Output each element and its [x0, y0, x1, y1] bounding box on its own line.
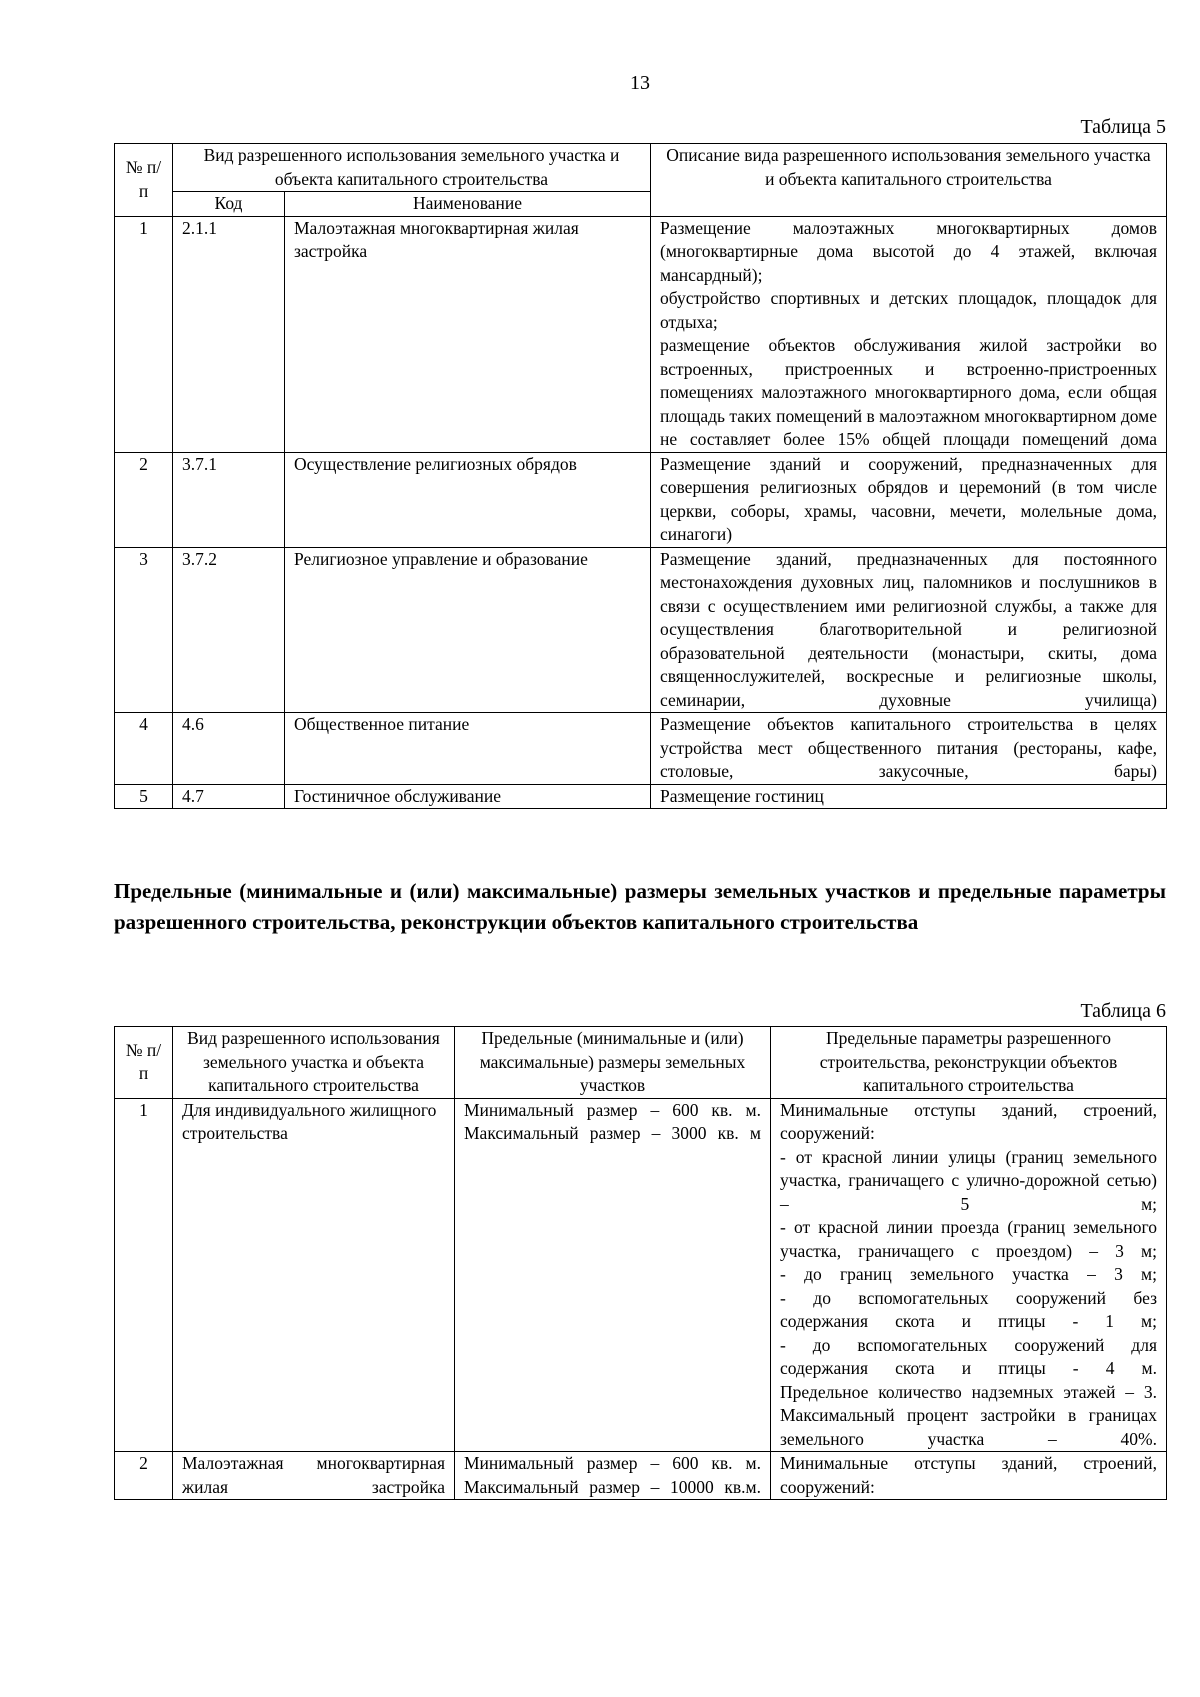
size-line: Минимальный размер – 600 кв. м. [464, 1099, 761, 1120]
page-number: 13 [630, 72, 650, 94]
row-code: 4.6 [173, 713, 285, 785]
table-5-caption: Таблица 5 [1080, 116, 1166, 138]
row-num: 4 [115, 713, 173, 785]
table-row [115, 1452, 1167, 1500]
row-use: Для индивидуального жилищного строительства [173, 1098, 455, 1452]
description-paragraph: Размещение объектов капитального строительства в целях устройства мест общественного питания (рестораны, кафе, столовые, закусочные, бары) [660, 714, 1157, 781]
header-name: Наименование [285, 192, 651, 217]
param-line: Предельное количество надземных этажей – 3. [780, 1381, 1157, 1402]
header-code: Код [173, 192, 285, 217]
table-row [115, 547, 1167, 713]
param-line: - до границ земельного участка – 3 м; [780, 1264, 1157, 1284]
table-5 [114, 143, 1167, 809]
row-description [651, 216, 1167, 452]
description-paragraph: Размещение малоэтажных многоквартирных домов (многоквартирные дома высотой до 4 этажей, включая мансардный); [660, 217, 1157, 285]
param-line: - до вспомогательных сооружений для содержания скота и птицы - 4 м. [780, 1334, 1157, 1378]
row-num: 3 [115, 547, 173, 713]
row-sizes [455, 1452, 771, 1500]
table-row [115, 784, 1167, 809]
table-row [115, 1098, 1167, 1452]
row-params [771, 1452, 1167, 1500]
param-line: - до вспомогательных сооружений без содержания скота и птицы - 1 м; [780, 1287, 1157, 1331]
row-description [651, 547, 1167, 713]
row-code: 2.1.1 [173, 216, 285, 452]
param-line: Минимальные отступы зданий, строений, сооружений: [780, 1453, 1157, 1497]
param-line: - от красной линии проезда (границ земельного участка, граничащего с проездом) – 3 м; [780, 1217, 1157, 1261]
table-6 [114, 1026, 1167, 1500]
row-num: 1 [115, 1098, 173, 1452]
description-paragraph: Размещение зданий и сооружений, предназначенных для совершения религиозных обрядов и церемоний (в том числе церкви, соборы, храмы, часовни, мечети, молельные дома, синагоги) [660, 453, 1157, 544]
param-line: - от красной линии улицы (границ земельного участка, граничащего с улично-дорожной сетью) – 5 м; [780, 1146, 1157, 1214]
table-row [115, 713, 1167, 785]
row-name: Осуществление религиозных обрядов [285, 452, 651, 547]
row-description [651, 713, 1167, 785]
description-paragraph: обустройство спортивных и детских площадок, площадок для отдыха; [660, 288, 1157, 332]
header-sizes: Предельные (минимальные и (или) максимальные) размеры земельных участков [455, 1027, 771, 1099]
row-num: 5 [115, 784, 173, 809]
table-6-caption: Таблица 6 [1080, 1000, 1166, 1022]
row-num: 2 [115, 1452, 173, 1500]
row-name: Религиозное управление и образование [285, 547, 651, 713]
table-row [115, 452, 1167, 547]
size-line: Максимальный размер – 3000 кв. м [464, 1123, 761, 1143]
header-use: Вид разрешенного использования земельного участка и объекта капитального строительства [173, 1027, 455, 1099]
row-num: 2 [115, 452, 173, 547]
row-code: 3.7.1 [173, 452, 285, 547]
row-code: 3.7.2 [173, 547, 285, 713]
description-paragraph: размещение объектов обслуживания жилой застройки во встроенных, пристроенных и встроенно-пристроенных помещениях малоэтажного многоквартирного дома, если общая площадь таких помещений в малоэтажном многоквартирном доме не составляет более 15% общей площади помещений дома [660, 335, 1157, 449]
size-line: Минимальный размер – 600 кв. м. [464, 1453, 761, 1473]
row-params [771, 1098, 1167, 1452]
header-params: Предельные параметры разрешенного строительства, реконструкции объектов капитального строительства [771, 1027, 1167, 1099]
row-name: Малоэтажная многоквартирная жилая застройка [285, 216, 651, 452]
header-num: № п/п [115, 144, 173, 217]
header-description: Описание вида разрешенного использования земельного участка и объекта капитального строительства [651, 144, 1167, 217]
row-use [173, 1452, 455, 1500]
row-name: Гостиничное обслуживание [285, 784, 651, 809]
row-code: 4.7 [173, 784, 285, 809]
row-description [651, 784, 1167, 809]
header-num: № п/п [115, 1027, 173, 1099]
param-line: Максимальный процент застройки в границах земельного участка – 40%. [780, 1405, 1157, 1449]
description-paragraph: Размещение зданий, предназначенных для постоянного местонахождения духовных лиц, паломников и послушников в связи с осуществлением ими религиозной службы, а также для осуществления благотворительной и религиозной образовательной деятельности (монастыри, скиты, дома священнослужителей, воскресные и религиозные школы, семинарии, духовные училища) [660, 548, 1157, 710]
table-6-header-row [115, 1027, 1167, 1099]
param-line: Минимальные отступы зданий, строений, сооружений: [780, 1099, 1157, 1143]
table-5-header-row [115, 144, 1167, 192]
section-heading: Предельные (минимальные и (или) максимальные) размеры земельных участков и предельные параметры разрешенного строительства, реконструкции объектов капитального строительства [114, 879, 1166, 934]
row-num: 1 [115, 216, 173, 452]
row-description [651, 452, 1167, 547]
header-group: Вид разрешенного использования земельного участка и объекта капитального строительства [173, 144, 651, 192]
size-line: Максимальный размер – 10000 кв.м. [464, 1476, 761, 1497]
description-paragraph: Размещение гостиниц [660, 785, 824, 806]
table-row [115, 216, 1167, 452]
use-text: Малоэтажная многоквартирная жилая застройка [182, 1453, 445, 1497]
row-sizes [455, 1098, 771, 1452]
row-name: Общественное питание [285, 713, 651, 785]
